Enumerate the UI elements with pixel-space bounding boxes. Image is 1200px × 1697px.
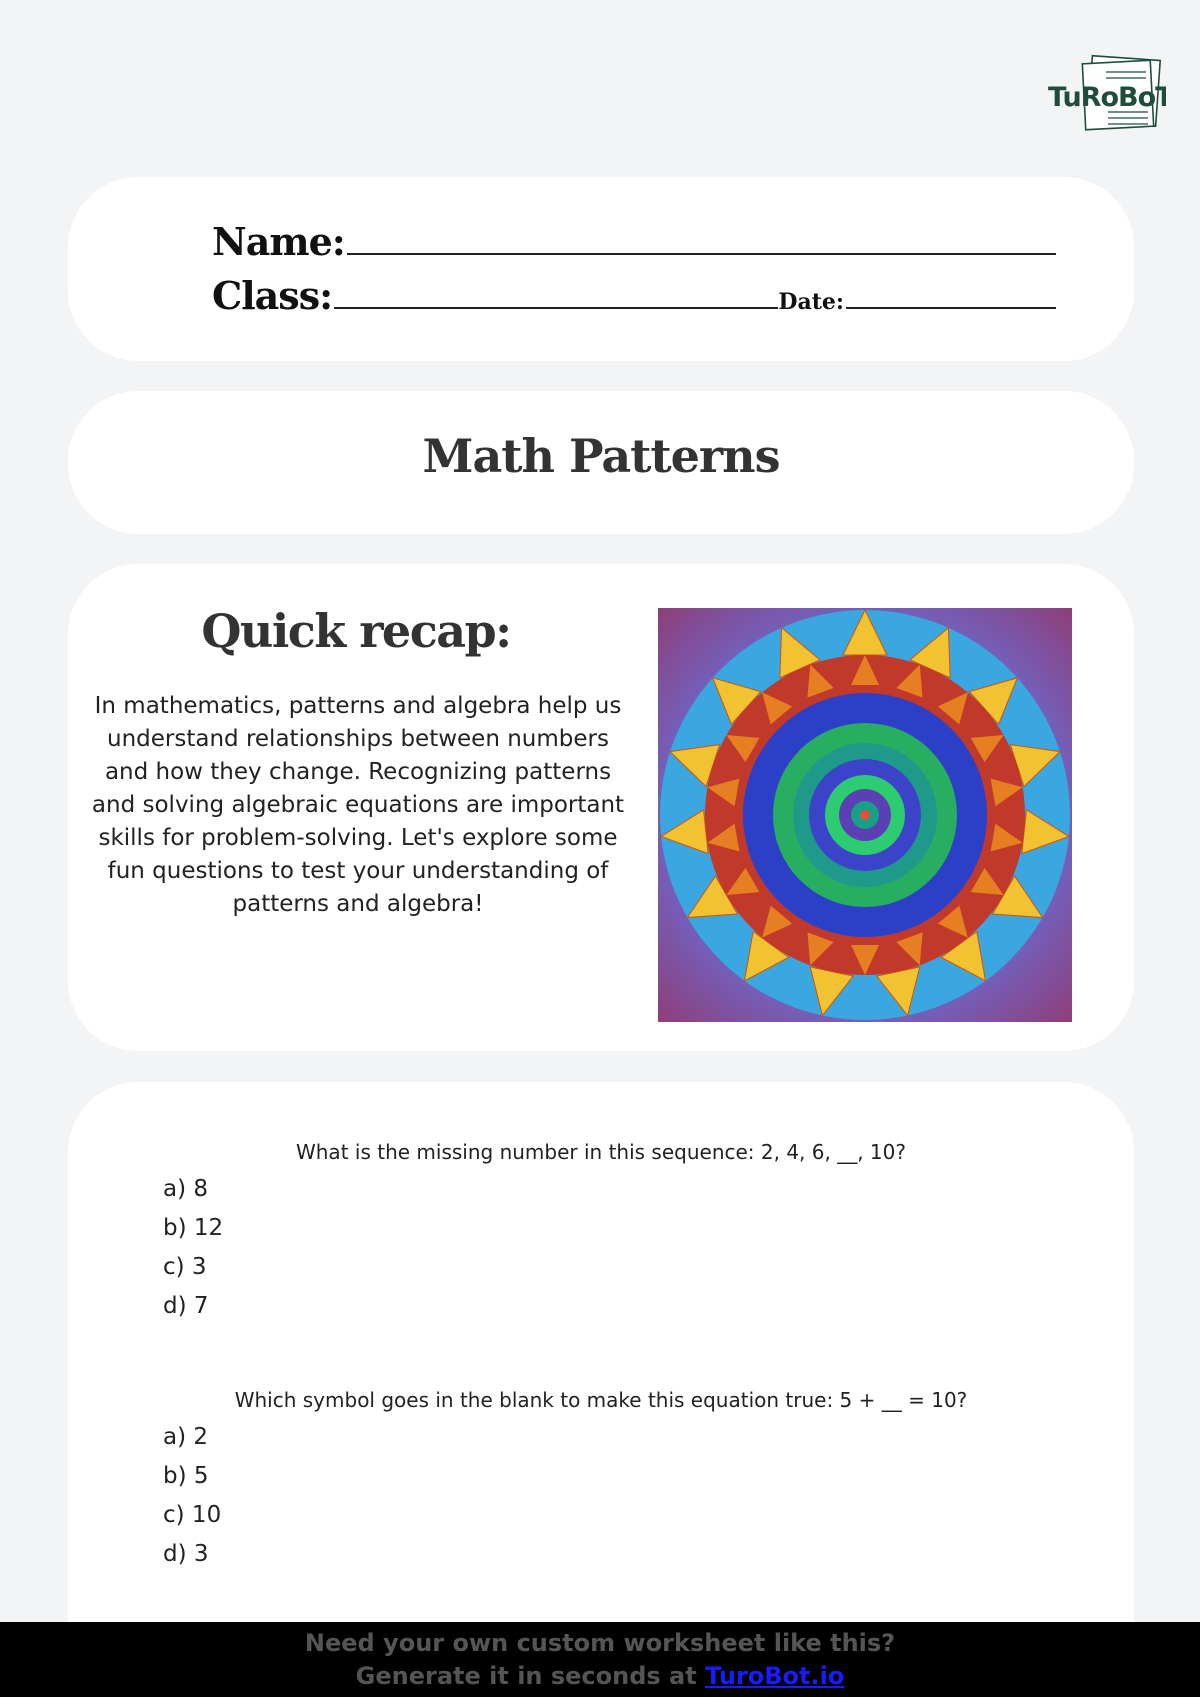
promo-footer: [0, 1622, 1200, 1697]
turobot-link[interactable]: TuroBot.io: [705, 1662, 845, 1690]
date-label: Date:: [778, 289, 844, 315]
footer-line-2-prefix: Generate it in seconds at: [355, 1662, 706, 1690]
question-2-option-b[interactable]: b) 5: [163, 1463, 209, 1489]
name-blank-line[interactable]: [347, 252, 1056, 255]
title-card: [68, 391, 1134, 534]
class-blank-line[interactable]: [334, 306, 778, 309]
footer-line-2: [0, 1660, 1200, 1693]
mandala-illustration: [658, 608, 1072, 1022]
class-label: Class:: [212, 273, 333, 318]
question-1-text: What is the missing number in this sequence: 2, 4, 6, __, 10?: [295, 1140, 906, 1164]
footer-line-1: Need your own custom worksheet like this?: [304, 1629, 896, 1657]
name-label: Name:: [212, 219, 345, 264]
question-2-option-d[interactable]: d) 3: [163, 1541, 209, 1567]
question-1-option-d[interactable]: d) 7: [163, 1293, 209, 1319]
logo-mark: [1046, 50, 1166, 140]
question-2-text: Which symbol goes in the blank to make this equation true: 5 + __ = 10?: [234, 1388, 968, 1412]
question-2-option-a[interactable]: a) 2: [163, 1424, 209, 1450]
question-1-options: [163, 1170, 223, 1326]
question-2-options: [163, 1418, 221, 1574]
kaleidoscope-mandala-image: [658, 608, 1072, 1022]
page-title: Math Patterns: [422, 429, 780, 483]
question-2-option-c[interactable]: c) 10: [163, 1502, 222, 1528]
questions-card: [68, 1082, 1134, 1622]
recap-heading: Quick recap:: [201, 604, 511, 658]
question-1-option-c[interactable]: c) 3: [163, 1254, 207, 1280]
turobot-logo: [1046, 50, 1166, 140]
recap-paragraph: In mathematics, patterns and algebra help us understand relationships between numbers and how they change. Recognizing patterns and solving algebraic equations are important skills for problem-solving. Let's explore some fun questions to test your understanding of patterns and algebra!: [91, 693, 625, 917]
student-info-card: [68, 177, 1134, 361]
question-1-option-b[interactable]: b) 12: [163, 1215, 224, 1241]
name-field-row: [212, 219, 1056, 264]
class-field-row: [212, 273, 1056, 318]
recap-card: [68, 564, 1134, 1051]
date-blank-line[interactable]: [846, 306, 1056, 309]
logo-text: TuRoBoT: [1048, 82, 1166, 113]
question-1-option-a[interactable]: a) 8: [163, 1176, 209, 1202]
